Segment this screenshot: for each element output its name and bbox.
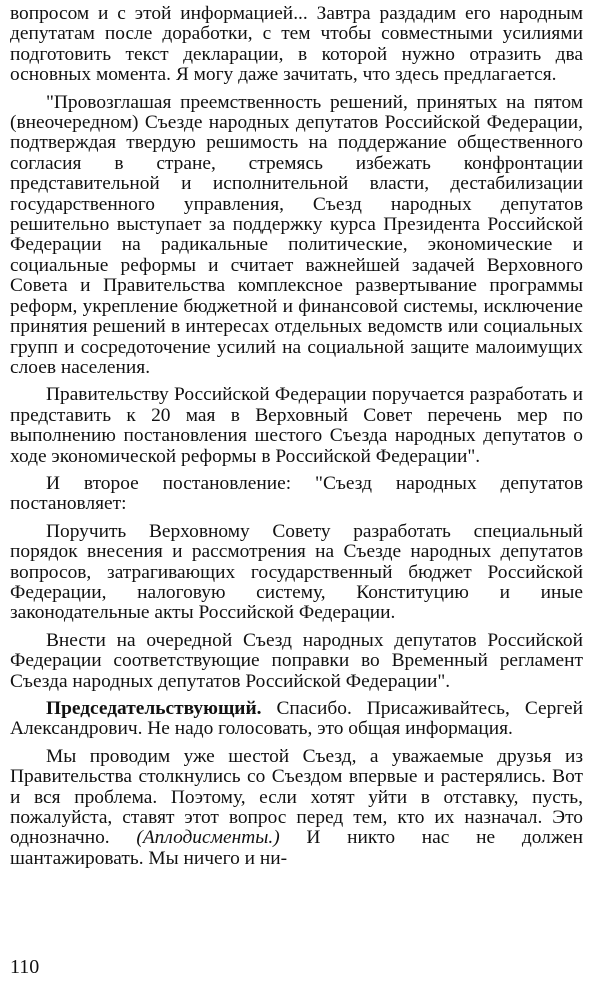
paragraph-chairman-remark [10, 699, 583, 740]
speaker-label: Председательствующий. [46, 698, 262, 719]
sixth-congress-text-before: Мы проводим уже шестой Съезд, а уважаемые друзья из Правительства столкнулись со Съездом впервые и растерялись. Вот и вся проблема. Поэтому, если хотят уйти в отставку, пусть, пожалуйста, ставят этот вопрос перед тем, кто их назначал. Это однозначно. [10, 745, 583, 849]
paragraph-sixth-congress [10, 747, 583, 869]
paragraph-second-resolution: И второе постановление: "Съезд народных депутатов постановляет: [10, 472, 583, 515]
paragraph-government-instruction: Правительству Российской Федерации поручается разработать и представить к 20 мая в Верховный Совет перечень мер по выполнению постановления шестого Съезда народных депутатов о ходе экономической реформы в Российской Федерации". [10, 384, 583, 467]
paragraph-instruct-supreme-council: Поручить Верховному Совету разработать специальный порядок внесения и рассмотрения на Съезде народных депутатов вопросов, затрагивающих государственный бюджет Российской Федерации, налоговую систему, Конституцию и иные законодательные акты Российской Федерации. [10, 520, 583, 624]
paragraph-declaration-quote: "Провозглашая преемственность решений, принятых на пятом (внеочередном) Съезде народных депутатов Российской Федерации, подтверждая твердую решимость на поддержание общественного согласия в стране, стремясь избежать конфронтации представительной и исполнительной власти, дестабилизации государственного управления, Съезд народных депутатов решительно выступает за поддержку курса Президента Российской Федерации на радикальные политические, экономические и социальные реформы и считает важнейшей задачей Верховного Совета и Правительства комплексное развертывание программы реформ, укрепление бюджетной и финансовой системы, исключение принятия решений в интересах отдельных ведомств или социальных групп и сосредоточение усилий на социальной защите малоимущих слоев населения. [10, 91, 583, 378]
chairman-remark-text: Спасибо. Присаживайтесь, Сергей Александрович. Не надо голосовать, это общая информация. [10, 698, 583, 740]
page-number: 110 [10, 956, 40, 978]
sixth-congress-text-after: И никто нас не должен шантажировать. Мы ничего и ни- [10, 827, 583, 869]
applause-remark: (Аплодисменты.) [136, 827, 280, 849]
paragraph-amend-regulations: Внести на очередной Съезд народных депутатов Российской Федерации соответствующие поправки во Временный регламент Съезда народных депутатов Российской Федерации". [10, 629, 583, 692]
paragraph-intro: вопросом и с этой информацией... Завтра раздадим его народным депутатам после доработки, с тем чтобы совместными усилиями подготовить текст декларации, в которой нужно отразить два основных момента. Я могу даже зачитать, что здесь предлагается. [10, 3, 583, 86]
